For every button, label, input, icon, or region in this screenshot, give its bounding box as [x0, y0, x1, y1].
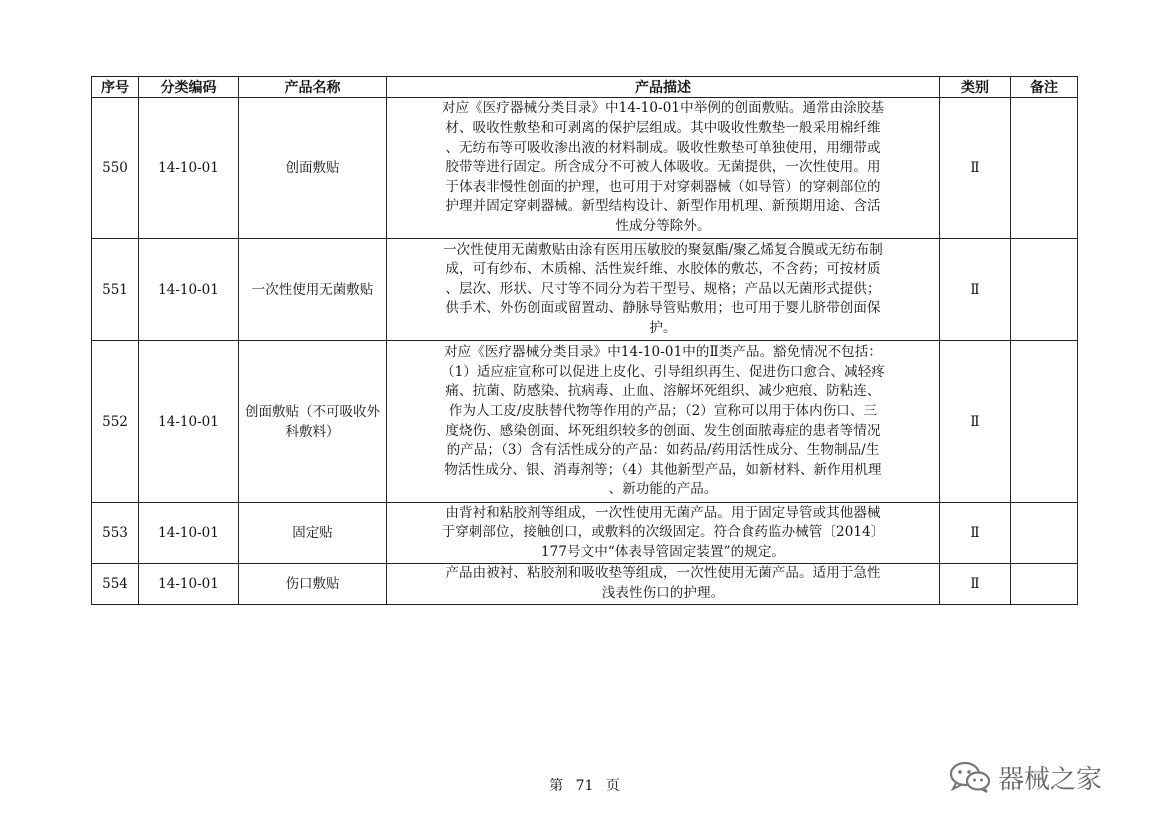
- row-product-name: 伤口敷贴: [239, 564, 387, 605]
- description-line: （1）适应症宣称可以促进上皮化、引导组织再生、促进伤口愈合、减轻疼: [441, 363, 885, 380]
- description-line: 、层次、形状、尺寸等不同分为若干型号、规格；产品以无菌形式提供；: [445, 280, 881, 297]
- header-category: 类别: [940, 77, 1011, 98]
- table-header-row: [92, 77, 1078, 98]
- row-serial: 551: [92, 239, 139, 341]
- description-line: 由背衬和粘胶剂等组成，一次性使用无菌产品。用于固定导管或其他器械: [445, 504, 881, 521]
- row-note: [1011, 564, 1078, 605]
- description-line: 、新功能的产品。: [608, 481, 718, 498]
- page-prefix: 第: [549, 778, 564, 794]
- row-serial: 552: [92, 341, 139, 503]
- row-product-name: 创面敷贴: [239, 98, 387, 239]
- table-row: [92, 341, 1078, 503]
- description-line: 一次性使用无菌敷贴由涂有医用压敏胶的聚氨酯/聚乙烯复合膜或无纺布制: [443, 241, 883, 258]
- row-note: [1011, 239, 1078, 341]
- header-serial: 序号: [92, 77, 139, 98]
- row-description: [387, 341, 940, 503]
- header-product-name: 产品名称: [239, 77, 387, 98]
- description-line: 痛、抗菌、防感染、抗病毒、止血、溶解坏死组织、减少疤痕、防粘连、: [445, 383, 881, 400]
- row-serial: 553: [92, 503, 139, 564]
- row-category: Ⅱ: [940, 503, 1011, 564]
- table-row: [92, 564, 1078, 605]
- row-code: 14-10-01: [139, 503, 239, 564]
- description-line: 产品由被衬、粘胶剂和吸收垫等组成，一次性使用无菌产品。适用于急性: [445, 565, 881, 582]
- description-line: 作为人工皮/皮肤替代物等作用的产品；（2）宣称可以用于体内伤口、三: [448, 402, 878, 419]
- row-description: [387, 239, 940, 341]
- header-code: 分类编码: [139, 77, 239, 98]
- header-note: 备注: [1011, 77, 1078, 98]
- description-line: 于体表非慢性创面的护理，也可用于对穿刺器械（如导管）的穿刺部位的: [445, 178, 881, 195]
- wechat-icon: [948, 760, 992, 794]
- row-note: [1011, 341, 1078, 503]
- description-line: 物活性成分、银、消毒剂等；（4）其他新型产品，如新材料、新作用机理: [444, 461, 882, 478]
- row-description: [387, 564, 940, 605]
- page-number: 71: [575, 778, 594, 794]
- row-note: [1011, 503, 1078, 564]
- row-serial: 554: [92, 564, 139, 605]
- header-product-description: 产品描述: [387, 77, 940, 98]
- row-code: 14-10-01: [139, 341, 239, 503]
- row-category: Ⅱ: [940, 239, 1011, 341]
- row-description: [387, 98, 940, 239]
- description-line: 性成分等除外。: [615, 217, 711, 234]
- description-line: 胶带等进行固定。所含成分不可被人体吸收。无菌提供，一次性使用。用: [445, 159, 881, 176]
- description-line: 度烧伤、感染创面、坏死组织较多的创面、发生创面脓毒症的患者等情况: [445, 422, 881, 439]
- description-line: 、无纺布等可吸收渗出液的材料制成。吸收性敷垫可单独使用，用绷带或: [445, 139, 881, 156]
- table-row: [92, 98, 1078, 239]
- row-code: 14-10-01: [139, 98, 239, 239]
- row-code: 14-10-01: [139, 239, 239, 341]
- row-product-name: 创面敷贴（不可吸收外科敷料）: [239, 341, 387, 503]
- description-line: 177号文中“体表导管固定装置”的规定。: [540, 543, 786, 560]
- row-category: Ⅱ: [940, 341, 1011, 503]
- description-line: 成，可有纱布、木质棉、活性炭纤维、水胶体的敷芯，不含药；可按材质: [445, 261, 881, 278]
- description-line: 护理并固定穿刺器械。新型结构设计、新型作用机理、新预期用途、含活: [445, 198, 881, 215]
- row-category: Ⅱ: [940, 98, 1011, 239]
- table-row: [92, 503, 1078, 564]
- row-code: 14-10-01: [139, 564, 239, 605]
- description-line: 对应《医疗器械分类目录》中14-10-01中的Ⅱ类产品。豁免情况不包括：: [444, 344, 882, 361]
- row-product-name: 一次性使用无菌敷贴: [239, 239, 387, 341]
- row-description: [387, 503, 940, 564]
- watermark: [948, 757, 1102, 797]
- description-line: 的产品；（3）含有活性成分的产品：如药品/药用活性成分、生物制品/生: [446, 442, 880, 459]
- catalog-table: [91, 76, 1078, 605]
- description-line: 供手术、外伤创面或留置动、静脉导管贴敷用；也可用于婴儿脐带创面保: [445, 300, 881, 317]
- row-note: [1011, 98, 1078, 239]
- description-line: 对应《医疗器械分类目录》中14-10-01中举例的创面敷贴。通常由涂胶基: [441, 100, 885, 117]
- description-line: 于穿刺部位，接触创口，或敷料的次级固定。符合食药监办械管〔2014〕: [441, 524, 885, 541]
- row-category: Ⅱ: [940, 564, 1011, 605]
- description-line: 护。: [649, 319, 677, 336]
- description-line: 浅表性伤口的护理。: [601, 585, 725, 601]
- row-product-name: 固定贴: [239, 503, 387, 564]
- table-row: [92, 239, 1078, 341]
- watermark-text: 器械之家: [998, 764, 1103, 795]
- row-serial: 550: [92, 98, 139, 239]
- description-line: 材、吸收性敷垫和可剥离的保护层组成。其中吸收性敷垫一般采用棉纤维: [445, 120, 881, 137]
- page-suffix: 页: [605, 778, 620, 794]
